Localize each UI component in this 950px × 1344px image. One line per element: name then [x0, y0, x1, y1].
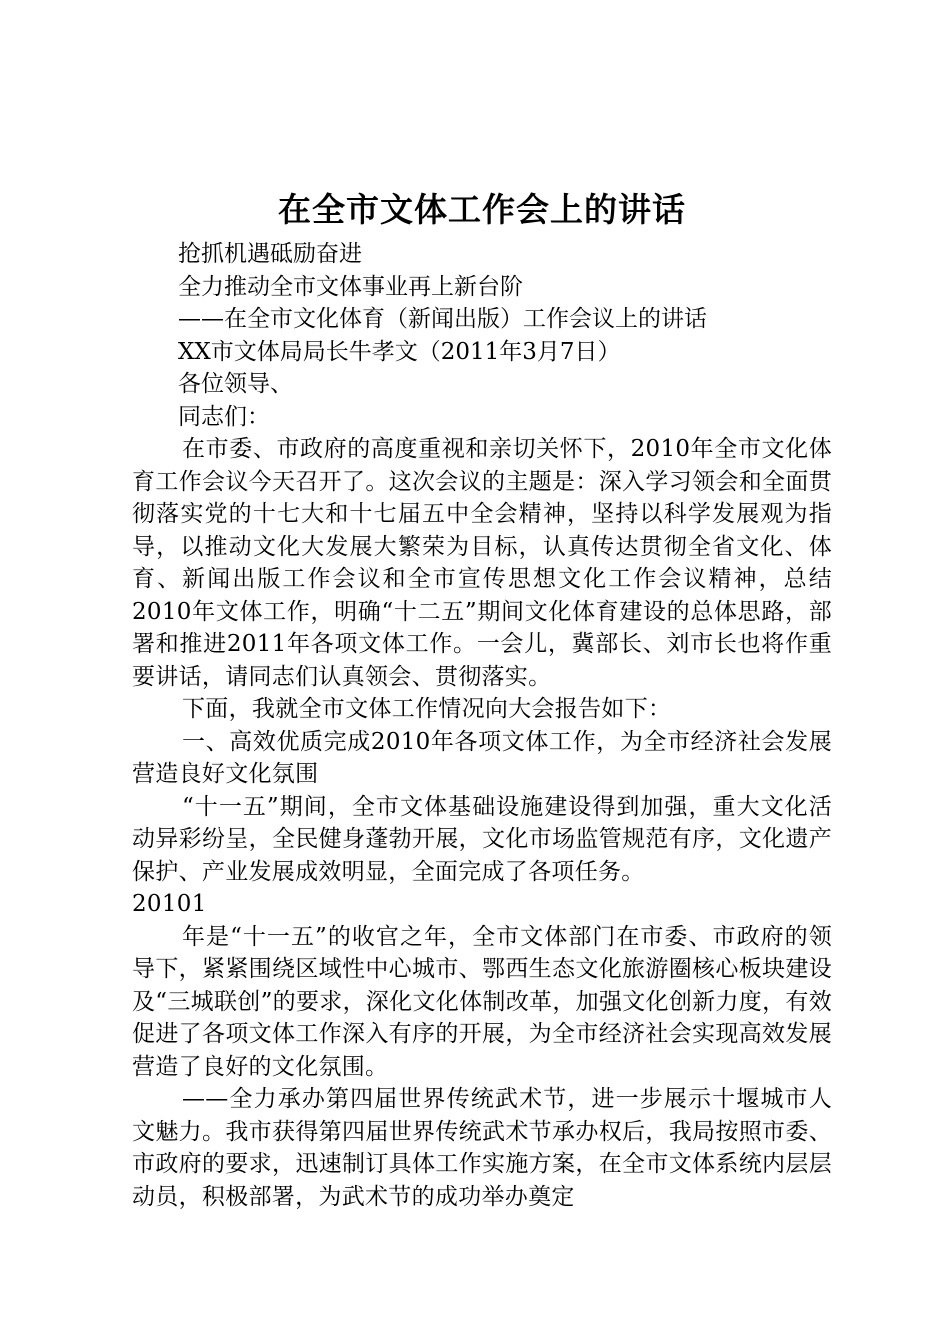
paragraph-5: ——全力承办第四届世界传统武术节，进一步展示十堰城市人文魅力。我市获得第四届世界传统武术节承办权后，我局按照市委、市政府的要求，迅速制订具体工作实施方案，在全市文体系统内层层动员，积极部署，为武术节的成功举办奠定 — [132, 1086, 832, 1210]
paragraph-4: 年是“十一五”的收官之年，全市文体部门在市委、市政府的领导下，紧紧围绕区域性中心城市、鄂西生态文化旅游圈核心板块建设及“三城联创”的要求，深化文化体制改革，加强文化创新力度，有效促进了各项文体工作深入有序的开展，为全市经济社会实现高效发展营造了良好的文化氛围。 — [132, 923, 832, 1080]
header-line-4: XX市文体局局长牛孝文（2011年3月7日） — [178, 338, 621, 365]
paragraph-3: “十一五”期间，全市文体基础设施建设得到加强，重大文化活动异彩纷呈，全民健身蓬勃开展，文化市场监管规范有序，文化遗产保护、产业发展成效明显，全面完成了各项任务。 — [132, 793, 832, 885]
salutation-line-2: 同志们： — [178, 403, 270, 430]
document-page — [132, 186, 832, 1213]
paragraph-1: 在市委、市政府的高度重视和亲切关怀下，2010年全市文化体育工作会议今天召开了。这次会议的主题是：深入学习领会和全面贯彻落实党的十七大和十七届五中全会精神，坚持以科学发展观为指导，以推动文化大发展大繁荣为目标，认真传达贯彻全省文化、体育、新闻出版工作会议和全市宣传思想文化工作会议精神，总结2010年文体工作，明确“十二五”期间文化体育建设的总体思路，部署和推进2011年各项文体工作。一会儿，冀部长、刘市长也将作重要讲话，请同志们认真领会、贯彻落实。 — [132, 436, 832, 690]
header-line-3: ——在全市文化体育（新闻出版）工作会议上的讲话 — [178, 306, 707, 332]
section-heading-1: 一、高效优质完成2010年各项文体工作，为全市经济社会发展营造良好文化氛围 — [132, 728, 832, 787]
paragraph-fragment: 20101 — [132, 891, 207, 917]
salutation-line-1: 各位领导、 — [178, 371, 293, 397]
paragraph-2: 下面，我就全市文体工作情况向大会报告如下： — [182, 696, 672, 722]
header-line-2: 全力推动全市文体事业再上新台阶 — [178, 273, 523, 300]
header-line-1: 抢抓机遇砥励奋进 — [178, 241, 362, 267]
document-title: 在全市文体工作会上的讲话 — [278, 190, 686, 229]
